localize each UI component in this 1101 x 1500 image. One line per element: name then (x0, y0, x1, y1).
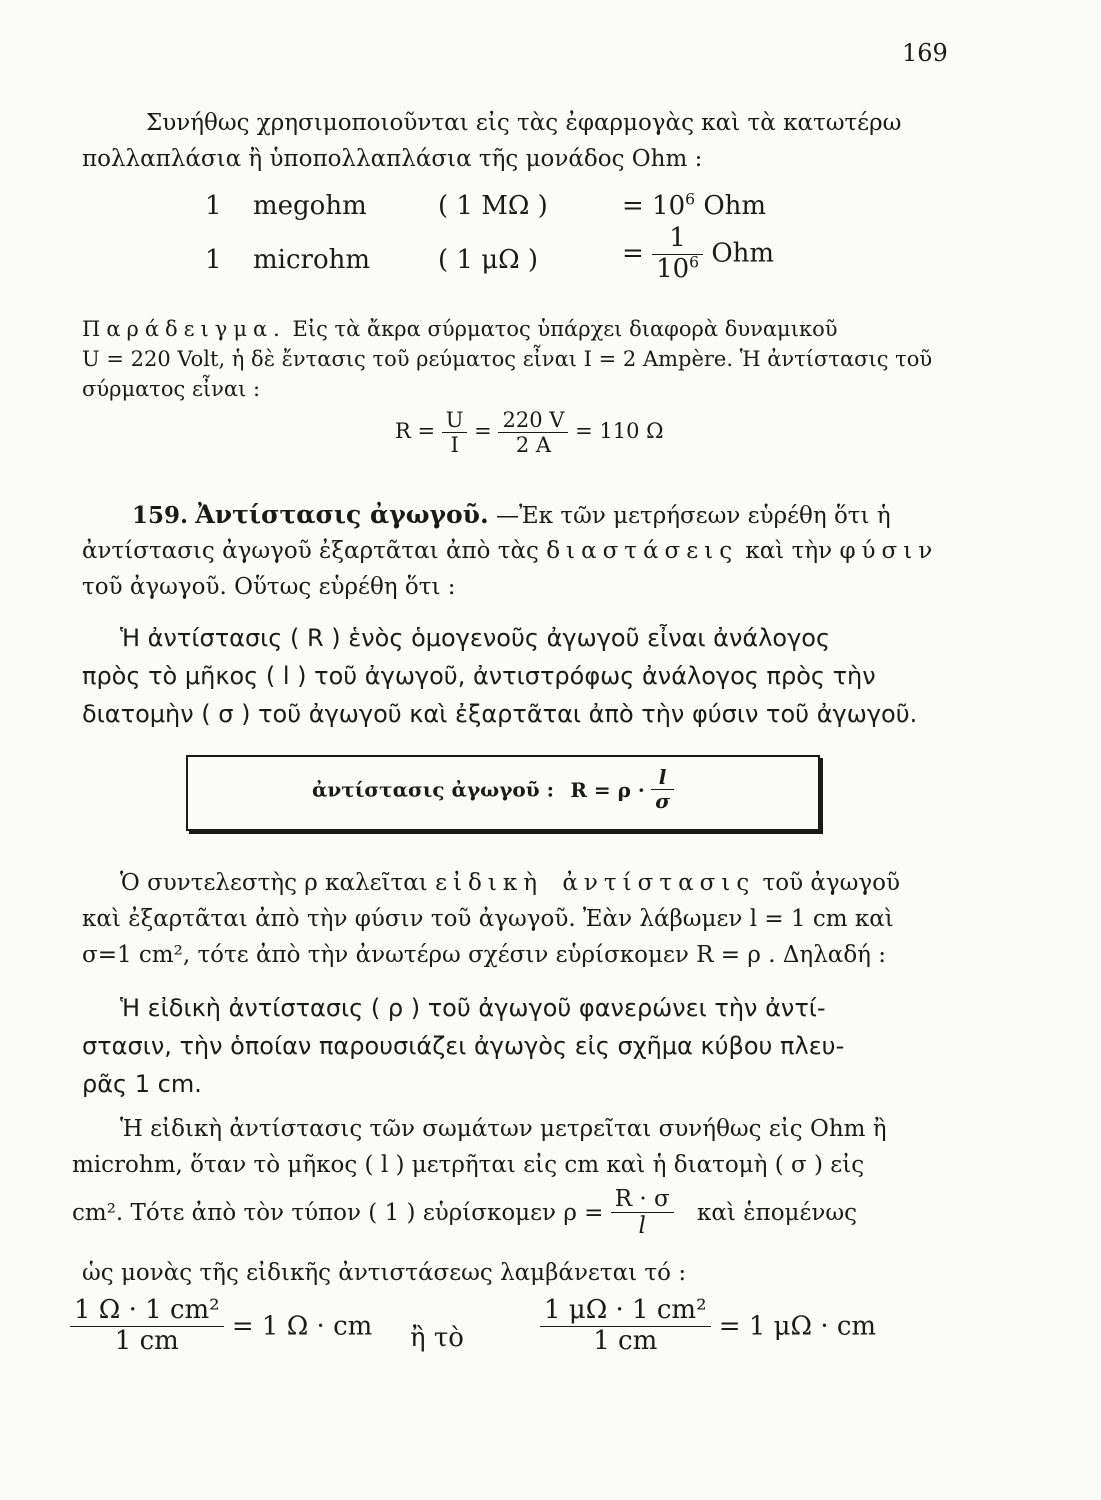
unit-ohm: Ohm (711, 238, 775, 269)
section-heading (132, 498, 891, 533)
law-line-1: Ἡ ἀντίστασις ( R ) ἑνὸς ὁμογενοῦς ἀγωγοῦ εἶναι ἀνάλογος (120, 624, 831, 652)
unit-exp: 6 (685, 190, 696, 209)
unit-eq: = (622, 238, 644, 269)
example-label: Παράδειγμα. (82, 317, 286, 341)
example-formula: R = $\frac{U}{I}$ = $\frac{220 V}{2 A}$ = 110 Ω (395, 408, 664, 458)
coefficient-line-1: Ὁ συντελεστὴς ρ καλεῖται εἰδικὴ ἀντίστασις τοῦ ἀγωγοῦ (120, 870, 900, 896)
measurement-line-4: ὡς μονὰς τῆς εἰδικῆς ἀντιστάσεως λαμβάνεται τό : (82, 1260, 687, 1286)
example-line-3: σύρματος εἶναι : (82, 377, 261, 401)
example-line-2: U = 220 Volt, ἡ δὲ ἔντασις τοῦ ρεύματος εἶναι I = 2 Ampère. Ἡ ἀντίστασις τοῦ (82, 347, 933, 371)
intro-line-2: πολλαπλάσια ἢ ὑποπολλαπλάσια τῆς μονάδος Ohm : (82, 146, 703, 172)
measurement-line-2: microhm, ὅταν τὸ μῆκος ( l ) μετρῆται εἰς cm καὶ ἡ διατομὴ ( σ ) εἰς (72, 1152, 865, 1178)
final-formula-2: $\frac{\text{1 μΩ · 1 cm²}}{1 cm}$ = 1 μΩ · cm (540, 1296, 876, 1357)
unit-qty: 1 (205, 191, 222, 221)
final-formula-or: ἢ τὸ (410, 1323, 464, 1353)
law-line-2: πρὸς τὸ μῆκος ( l ) τοῦ ἀγωγοῦ, ἀντιστρόφως ἀνάλογος πρὸς τὴν (82, 662, 876, 690)
fraction-220v-over-2a: $\frac{220 V}{2 A}$ (498, 408, 568, 457)
unit-row-microhm (205, 240, 222, 280)
coefficient-line-3: σ=1 cm², τότε ἀπὸ τὴν ἀνωτέρω σχέσιν εὑρίσκομεν R = ρ . Δηλαδή : (82, 942, 887, 968)
unit-qty: 1 (205, 245, 222, 275)
unit-eq: = 10 (622, 191, 686, 221)
fraction-microohm-cm: $\frac{\text{1 μΩ · 1 cm²}}{1 cm}$ (540, 1296, 711, 1357)
law-line-3: διατομὴν ( σ ) τοῦ ἀγωγοῦ καὶ ἐξαρτᾶται ἀπὸ τὴν φύσιν τοῦ ἀγωγοῦ. (82, 700, 918, 728)
boxed-formula-label: ἀντίστασις ἀγωγοῦ : (312, 777, 554, 802)
fraction-one-over-ten-six: $\frac{1}{10^6}$ (652, 224, 703, 285)
unit-name: megohm (253, 191, 367, 221)
page-number: 169 (902, 39, 948, 67)
boxed-formula: ἀντίστασις ἀγωγοῦ : R = ρ · $\frac{l}{\sigma}$ (312, 766, 674, 813)
example-line-1: Παράδειγμα. Εἰς τὰ ἄκρα σύρματος ὑπάρχει διαφορὰ δυναμικοῦ (82, 317, 838, 341)
section-line-2: ἀντίστασις ἀγωγοῦ ἐξαρτᾶται ἀπὸ τὰς διαστάσεις καὶ τὴν φύσιν (82, 538, 939, 564)
unit-value (622, 224, 774, 285)
definition-line-2: στασιν, τὴν ὁποίαν παρουσιάζει ἀγωγὸς εἰς σχῆμα κύβου πλευ- (82, 1032, 845, 1060)
section-title: Ἀντίστασις ἀγωγοῦ. (195, 500, 489, 529)
definition-line-3: ρᾶς 1 cm. (82, 1070, 202, 1098)
intro-line-1: Συνήθως χρησιμοποιοῦνται εἰς τὰς ἐφαρμογὰς καὶ τὰ κατωτέρω (146, 110, 902, 136)
definition-line-1: Ἡ εἰδικὴ ἀντίστασις ( ρ ) τοῦ ἀγωγοῦ φανερώνει τὴν ἀντί- (120, 994, 826, 1022)
fraction-l-over-sigma: $\frac{l}{\sigma}$ (651, 766, 674, 813)
section-number: 159. (132, 502, 189, 529)
unit-row-megohm (205, 186, 222, 226)
measurement-line-3: cm². Τότε ἀπὸ τὸν τύπον ( 1 ) εὑρίσκομεν ρ = $\frac{R \cdot \sigma}{l}$ καὶ ἑπομένως (72, 1186, 858, 1240)
section-lead: —Ἐκ τῶν μετρήσεων εὑρέθη ὅτι ἡ (496, 503, 891, 529)
unit-ohm: Ohm (703, 191, 767, 221)
fraction-r-sigma-over-l: $\frac{R \cdot \sigma}{l}$ (611, 1186, 674, 1240)
coefficient-line-2: καὶ ἐξαρτᾶται ἀπὸ τὴν φύσιν τοῦ ἀγωγοῦ. Ἐὰν λάβωμεν l = 1 cm καὶ (82, 906, 894, 932)
unit-name: microhm (253, 245, 371, 275)
unit-symbol: ( 1 μΩ ) (438, 245, 539, 275)
unit-symbol: ( 1 MΩ ) (438, 191, 548, 221)
fraction-ohm-cm: $\frac{\text{1 Ω · 1 cm²}}{1 cm}$ (70, 1296, 224, 1357)
section-line-3: τοῦ ἀγωγοῦ. Οὕτως εὑρέθη ὅτι : (82, 574, 456, 600)
final-formula-1: $\frac{\text{1 Ω · 1 cm²}}{1 cm}$ = 1 Ω · cm (70, 1296, 372, 1357)
measurement-line-1: Ἡ εἰδικὴ ἀντίστασις τῶν σωμάτων μετρεῖται συνήθως εἰς Ohm ἢ (120, 1116, 887, 1142)
unit-value (622, 186, 766, 226)
fraction-u-over-i: $\frac{U}{I}$ (442, 408, 468, 457)
